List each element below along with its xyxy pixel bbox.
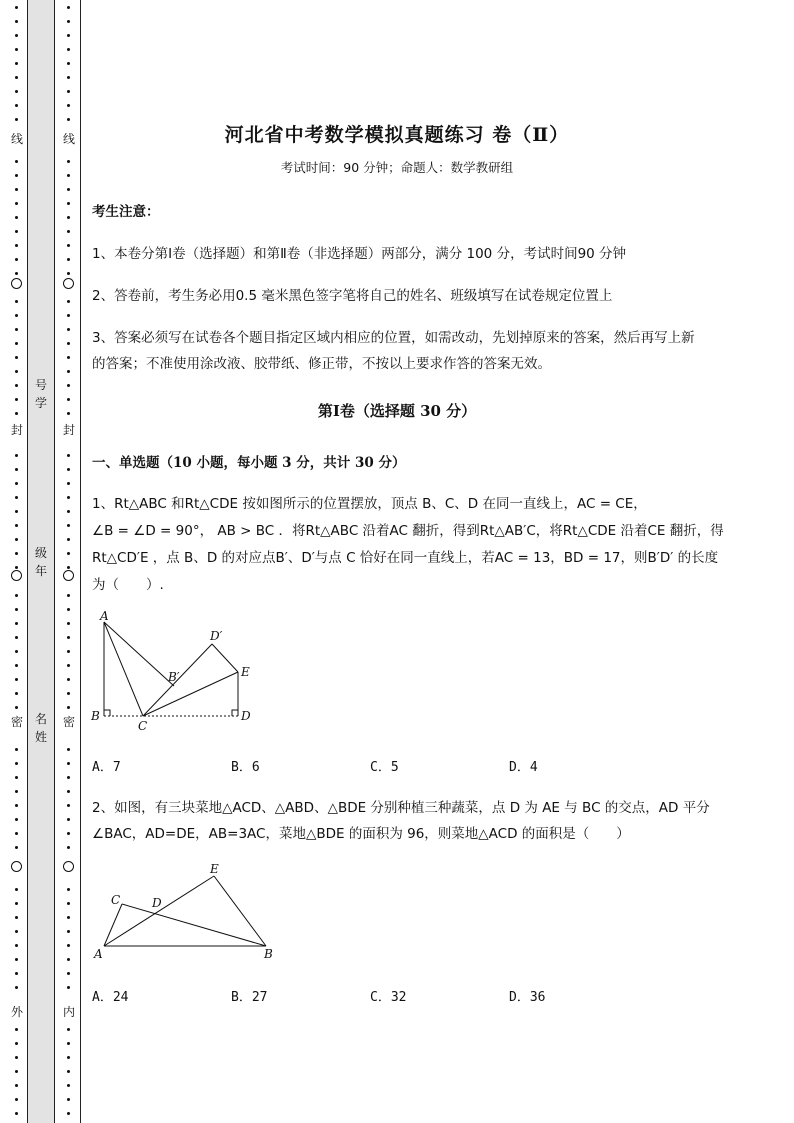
binding-dot [15,90,18,93]
binding-dot [67,202,70,205]
binding-dot [67,216,70,219]
binding-dot [15,300,18,303]
page-subtitle: 考试时间：90 分钟；命题人：数学教研组 [280,160,514,175]
binding-dot [15,622,18,625]
binding-dot [67,496,70,499]
binding-dot [67,972,70,975]
binding-dot [67,846,70,849]
binding-dot [15,370,18,373]
q1-label-d-prime: D′ [210,629,223,643]
q1-label-c: C [138,719,148,733]
q1-label-a: A [100,609,109,623]
binding-dot [15,1070,18,1073]
outer-label-outside: 外 [7,1006,27,1018]
q1-option-d[interactable]: D．4 [509,760,538,775]
binding-dot [15,244,18,247]
binding-dot [67,174,70,177]
binding-dot [67,594,70,597]
binding-dot [67,76,70,79]
binding-band [27,0,55,1123]
binding-dot [15,342,18,345]
binding-dot [67,944,70,947]
binding-dot [15,958,18,961]
binding-dot [67,748,70,751]
binding-dot [67,650,70,653]
inner-label-inside: 内 [59,1006,79,1018]
q1-text-line: 1、Rt△ABC 和Rt△CDE 按如图所示的位置摆放，顶点 B、C、D 在同一直线上，AC = CE， [92,496,647,512]
notice-item: 的答案；不准使用涂改液、胶带纸、修正带，不按以上要求作答的答案无效。 [92,356,551,372]
binding-dot [67,118,70,121]
binding-dot [15,356,18,359]
field-grade-2: 年 [34,564,47,578]
binding-dot [67,622,70,625]
binding-dot [15,76,18,79]
q1-text-line: Rt△CD′E ，点 B、D 的对应点B′、D′与点 C 恰好在同一直线上，若AC = 13，BD = 17，则B′D′ 的长度 [92,550,719,566]
q1-label-b: B [91,709,100,723]
field-grade-1: 级 [34,546,47,560]
binding-dot [15,1028,18,1031]
binding-dot [15,552,18,555]
binding-dot [67,678,70,681]
binding-dot [67,762,70,765]
binding-dot [15,930,18,933]
q2-figure [88,860,288,970]
binding-dot [15,398,18,401]
binding-dot [67,524,70,527]
binding-dot [67,986,70,989]
binding-dot [15,1098,18,1101]
q1-option-b[interactable]: B．6 [231,760,260,775]
binding-hole-icon [11,278,22,289]
binding-dot [67,958,70,961]
binding-dot [15,804,18,807]
binding-dot [15,650,18,653]
binding-dot [67,566,70,569]
binding-dot [67,454,70,457]
binding-dot [15,174,18,177]
outer-dotted-line [7,0,27,1123]
q1-text-line: 为（ ）. [92,577,164,593]
binding-dot [67,328,70,331]
binding-dot [15,762,18,765]
binding-dot [15,272,18,275]
binding-dot [67,398,70,401]
binding-hole-icon [63,570,74,581]
notice-item: 2、答卷前，考生务必用0.5 毫米黑色签字笔将自己的姓名、班级填写在试卷规定位置上 [92,288,613,304]
binding-dot [67,90,70,93]
binding-dot [15,524,18,527]
q1-label-e: E [241,665,250,679]
notice-item: 3、答案必须写在试卷各个题目指定区域内相应的位置，如需改动，先划掉原来的答案，然后再写上新 [92,330,695,346]
binding-dot [15,202,18,205]
binding-dot [15,118,18,121]
binding-hole-icon [63,278,74,289]
q2-label-e: E [210,862,219,876]
binding-dot [15,1084,18,1087]
inner-label-line: 线 [59,133,79,145]
q1-label-b-prime: B′ [168,670,180,684]
binding-dot [67,48,70,51]
inner-dotted-line [59,0,79,1123]
binding-dot [67,902,70,905]
outer-label-line: 线 [7,133,27,145]
notice-heading: 考生注意： [92,204,160,220]
binding-dot [15,482,18,485]
q2-label-d: D [152,896,162,910]
binding-dot [15,6,18,9]
binding-dot [15,790,18,793]
binding-dot [15,636,18,639]
binding-dot [67,412,70,415]
q2-seg-eb [214,876,266,946]
q2-text-line: 2、如图，有三块菜地△ACD、△ABD、△BDE 分别种植三种蔬菜，点 D 为 AE 与 BC 的交点，AD 平分 [92,800,710,816]
binding-dot [67,538,70,541]
binding-dot [67,230,70,233]
binding-dot [67,20,70,23]
margin-rule [80,0,81,1123]
binding-dot [67,888,70,891]
field-name-2: 姓 [34,730,47,744]
binding-dot [15,916,18,919]
binding-dot [67,384,70,387]
binding-dot [15,776,18,779]
binding-dot [67,244,70,247]
q2-label-a: A [94,947,103,961]
q2-seg-cb [122,904,266,946]
part-title: 第Ⅰ卷（选择题 30 分） [317,402,477,420]
binding-hole-icon [11,570,22,581]
field-student-id-1: 号 [34,378,47,392]
binding-dot [15,538,18,541]
page-title: 河北省中考数学模拟真题练习 卷（Ⅱ） [224,124,570,146]
binding-dot [15,468,18,471]
binding-dot [15,678,18,681]
binding-dot [67,706,70,709]
binding-dot [15,664,18,667]
binding-dot [67,664,70,667]
q1-option-a[interactable]: A．7 [92,760,121,775]
binding-dot [67,188,70,191]
binding-dot [15,20,18,23]
binding-dot [67,34,70,37]
binding-dot [67,314,70,317]
binding-dot [67,1056,70,1059]
binding-dot [15,62,18,65]
binding-hole-icon [11,861,22,872]
outer-label-secret: 密 [7,716,27,728]
binding-dot [15,1112,18,1115]
binding-dot [67,1028,70,1031]
q1-right-angle-d [232,710,238,716]
binding-dot [15,888,18,891]
binding-dot [67,356,70,359]
binding-dot [67,832,70,835]
binding-dot [15,972,18,975]
binding-hole-icon [63,861,74,872]
binding-dot [15,1042,18,1045]
binding-dot [67,160,70,163]
q1-text-line: ∠B = ∠D = 90°， AB > BC ．将Rt△ABC 沿着AC 翻折，得到Rt△AB′C，将Rt△CDE 沿着CE 翻折，得 [92,523,724,539]
binding-dot [15,706,18,709]
binding-dot [67,468,70,471]
binding-dot [67,62,70,65]
binding-dot [15,496,18,499]
binding-dot [15,944,18,947]
binding-dot [67,1070,70,1073]
binding-dot [67,1112,70,1115]
binding-dot [67,1098,70,1101]
binding-dot [67,608,70,611]
binding-dot [67,804,70,807]
field-student-id-2: 学 [34,396,47,410]
binding-dot [67,258,70,261]
binding-dot [67,6,70,9]
binding-dot [15,160,18,163]
binding-dot [15,608,18,611]
outer-label-seal: 封 [7,424,27,436]
binding-dot [67,818,70,821]
binding-dot [67,692,70,695]
binding-dot [15,258,18,261]
binding-dot [67,272,70,275]
binding-dot [15,314,18,317]
binding-margin [0,0,84,1123]
binding-dot [15,34,18,37]
binding-dot [67,342,70,345]
binding-dot [67,1084,70,1087]
binding-dot [15,594,18,597]
q2-option-c[interactable]: C．32 [370,990,407,1005]
inner-label-secret: 密 [59,716,79,728]
binding-dot [15,902,18,905]
q2-label-b: B [264,947,273,961]
q2-option-d[interactable]: D．36 [509,990,546,1005]
binding-dot [15,328,18,331]
binding-dot [15,846,18,849]
binding-dot [67,790,70,793]
q2-text-line: ∠BAC，AD=DE，AB=3AC，菜地△BDE 的面积为 96，则菜地△ACD 的面积是（ ） [92,826,630,842]
binding-dot [15,48,18,51]
q2-option-b[interactable]: B．27 [231,990,268,1005]
binding-dot [15,692,18,695]
binding-dot [67,104,70,107]
binding-dot [67,552,70,555]
q1-label-d: D [241,709,251,723]
binding-dot [67,916,70,919]
notice-item: 1、本卷分第Ⅰ卷（选择题）和第Ⅱ卷（非选择题）两部分，满分 100 分，考试时间90 分钟 [92,246,627,262]
binding-dot [15,384,18,387]
q2-label-c: C [111,893,121,907]
q1-seg-ac [104,622,143,716]
binding-dot [15,1056,18,1059]
binding-dot [15,818,18,821]
field-name-1: 名 [34,712,47,726]
binding-dot [67,482,70,485]
binding-dot [67,1042,70,1045]
inner-label-seal: 封 [59,424,79,436]
binding-dot [67,930,70,933]
binding-dot [15,510,18,513]
q1-seg-ab-prime [104,622,174,686]
binding-dot [15,454,18,457]
q2-option-a[interactable]: A．24 [92,990,129,1005]
binding-dot [15,748,18,751]
binding-dot [15,104,18,107]
binding-dot [15,832,18,835]
binding-dot [67,636,70,639]
binding-dot [15,188,18,191]
binding-dot [67,370,70,373]
q1-seg-d-prime-e [212,644,238,672]
q1-right-angle-b [104,710,110,716]
binding-dot [15,230,18,233]
q2-seg-ae [104,876,214,946]
binding-dot [15,216,18,219]
binding-dot [15,412,18,415]
binding-dot [67,776,70,779]
binding-dot [15,986,18,989]
binding-dot [67,300,70,303]
q1-seg-ce [143,672,238,716]
q1-figure [88,606,268,736]
section-title: 一、单选题（10 小题，每小题 3 分，共计 30 分） [92,455,406,471]
q1-option-c[interactable]: C．5 [370,760,399,775]
binding-dot [15,566,18,569]
binding-dot [67,510,70,513]
